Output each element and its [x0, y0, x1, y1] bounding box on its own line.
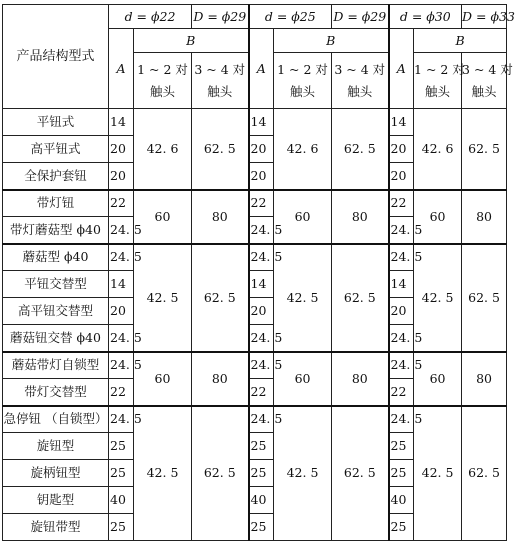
group-3-b2-header: [462, 53, 513, 109]
dimension-a-cell: 24. 5: [249, 244, 274, 271]
group-2-b1-header: [274, 53, 332, 109]
dimension-a-cell: 14: [249, 109, 274, 136]
dimension-a-cell: 24. 5: [109, 352, 134, 379]
b1-line2: 触头: [150, 83, 176, 99]
dimension-a-cell: 24. 5: [389, 406, 414, 433]
group-1-b2-header: [192, 53, 249, 109]
dimension-b-1-2-contacts-cell: 42. 5: [414, 244, 462, 352]
product-type-cell: 平钮式: [3, 109, 109, 136]
dimension-a-cell: 24. 5: [109, 217, 134, 244]
product-type-cell: 钥匙型: [3, 487, 109, 514]
dimension-a-cell: 24. 5: [389, 244, 414, 271]
dimension-b-3-4-contacts-cell: 62. 5: [462, 244, 507, 352]
product-type-cell: 高平钮式: [3, 136, 109, 163]
header-row-diameters: [3, 5, 507, 29]
dimension-a-cell: 40: [389, 487, 414, 514]
dimension-a-cell: 20: [389, 298, 414, 325]
dimension-a-cell: 20: [249, 163, 274, 190]
product-type-cell: 蘑菇带灯自锁型: [3, 352, 109, 379]
dimension-a-cell: 22: [389, 379, 414, 406]
dimension-a-cell: 14: [389, 109, 414, 136]
dimension-b-3-4-contacts-cell: 80: [332, 190, 389, 244]
dimension-a-cell: 20: [109, 298, 134, 325]
dimension-a-cell: 22: [389, 190, 414, 217]
dimension-a-cell: 20: [389, 136, 414, 163]
dimension-a-cell: 24. 5: [389, 325, 414, 352]
dimension-a-cell: 14: [249, 271, 274, 298]
dimension-b-3-4-contacts-cell: 80: [192, 352, 249, 406]
b2-line2: 触头: [471, 83, 497, 99]
dimension-a-cell: 22: [109, 190, 134, 217]
dimension-a-cell: 25: [109, 514, 134, 541]
dimension-a-cell: 25: [109, 433, 134, 460]
dimension-a-cell: 22: [249, 379, 274, 406]
b2-line2: 触头: [347, 83, 373, 99]
group-1-b1-header: [134, 53, 192, 109]
dimension-b-3-4-contacts-cell: 80: [462, 190, 507, 244]
dimension-a-cell: 22: [109, 379, 134, 406]
table-row: [3, 190, 507, 217]
dimension-b-1-2-contacts-cell: 42. 6: [134, 109, 192, 190]
group-3-D-header: D = ϕ33: [462, 5, 507, 29]
product-type-cell: 旋柄钮型: [3, 460, 109, 487]
product-type-cell: 急停钮 （自锁型）: [3, 406, 109, 433]
b1-line2: 触头: [290, 83, 316, 99]
dimension-a-cell: 25: [389, 460, 414, 487]
dimension-b-1-2-contacts-cell: 60: [414, 190, 462, 244]
b2-line1: 3 ~ 4 对: [334, 61, 386, 77]
product-type-cell: 全保护套钮: [3, 163, 109, 190]
dimension-b-3-4-contacts-cell: 80: [462, 352, 507, 406]
dimension-a-cell: 24. 5: [109, 406, 134, 433]
dimension-b-1-2-contacts-cell: 42. 5: [414, 406, 462, 541]
group-2-b2-header: [332, 53, 389, 109]
dimension-a-cell: 20: [109, 136, 134, 163]
dimension-a-cell: 25: [249, 433, 274, 460]
dimension-a-cell: 20: [389, 163, 414, 190]
dimension-a-cell: 24. 5: [249, 325, 274, 352]
dimension-a-cell: 25: [389, 433, 414, 460]
dimension-b-1-2-contacts-cell: 42. 5: [134, 406, 192, 541]
table-row: [3, 109, 507, 136]
dimension-a-cell: 24. 5: [249, 217, 274, 244]
dimension-b-1-2-contacts-cell: 60: [274, 190, 332, 244]
product-type-cell: 旋钮型: [3, 433, 109, 460]
b2-line1: 3 ~ 4 对: [462, 61, 513, 77]
dimension-b-3-4-contacts-cell: 62. 5: [192, 244, 249, 352]
dimension-b-1-2-contacts-cell: 42. 6: [274, 109, 332, 190]
dimension-b-1-2-contacts-cell: 42. 6: [414, 109, 462, 190]
dimension-b-3-4-contacts-cell: 62. 5: [192, 406, 249, 541]
dimension-a-cell: 25: [249, 514, 274, 541]
dimension-a-cell: 25: [389, 514, 414, 541]
dimension-table: [2, 4, 515, 541]
product-type-cell: 带灯钮: [3, 190, 109, 217]
dimension-a-cell: 22: [249, 190, 274, 217]
dimension-b-3-4-contacts-cell: 62. 5: [332, 406, 389, 541]
product-type-cell: 高平钮交替型: [3, 298, 109, 325]
group-2-A-header: A: [249, 29, 274, 109]
dimension-b-3-4-contacts-cell: 62. 5: [462, 109, 507, 190]
dimension-a-cell: 24. 5: [109, 244, 134, 271]
dimension-a-cell: 40: [249, 487, 274, 514]
dimension-b-1-2-contacts-cell: 60: [274, 352, 332, 406]
product-type-cell: 平钮交替型: [3, 271, 109, 298]
product-type-cell: 蘑菇型 ϕ40: [3, 244, 109, 271]
dimension-a-cell: 20: [249, 136, 274, 163]
dimension-b-1-2-contacts-cell: 60: [134, 190, 192, 244]
group-1-d-header: d = ϕ22: [109, 5, 192, 29]
table-row: [3, 244, 507, 271]
b1-line1: 1 ~ 2 对: [277, 61, 328, 77]
dimension-a-cell: 40: [109, 487, 134, 514]
dimension-b-1-2-contacts-cell: 42. 5: [274, 244, 332, 352]
dimension-b-1-2-contacts-cell: 60: [414, 352, 462, 406]
dimension-a-cell: 24. 5: [389, 217, 414, 244]
group-2-d-header: d = ϕ25: [249, 5, 332, 29]
dimension-b-3-4-contacts-cell: 80: [192, 190, 249, 244]
dimension-a-cell: 14: [389, 271, 414, 298]
dimension-b-1-2-contacts-cell: 42. 5: [274, 406, 332, 541]
b1-line2: 触头: [425, 83, 451, 99]
dimension-a-cell: 24. 5: [249, 406, 274, 433]
product-type-cell: 带灯交替型: [3, 379, 109, 406]
dimension-a-cell: 25: [249, 460, 274, 487]
dimension-a-cell: 24. 5: [389, 352, 414, 379]
group-2-D-header: D = ϕ29: [332, 5, 389, 29]
b1-line1: 1 ~ 2 对: [137, 61, 188, 77]
dimension-b-1-2-contacts-cell: 42. 5: [134, 244, 192, 352]
dimension-a-cell: 24. 5: [249, 352, 274, 379]
dimension-b-3-4-contacts-cell: 62. 5: [332, 244, 389, 352]
table-row: [3, 406, 507, 433]
dimension-b-3-4-contacts-cell: 62. 5: [332, 109, 389, 190]
table-body: [3, 5, 515, 541]
product-type-cell: 带灯蘑菇型 ϕ40: [3, 217, 109, 244]
dimension-b-3-4-contacts-cell: 62. 5: [462, 406, 507, 541]
group-2-B-header: B: [274, 29, 389, 53]
dimension-b-1-2-contacts-cell: 60: [134, 352, 192, 406]
dimension-a-cell: 14: [109, 109, 134, 136]
group-3-b1-header: [414, 53, 465, 109]
group-3-d-header: d = ϕ30: [389, 5, 462, 29]
group-1-A-header: A: [109, 29, 134, 109]
b2-line1: 3 ~ 4 对: [194, 61, 246, 77]
dimension-b-3-4-contacts-cell: 80: [332, 352, 389, 406]
product-structure-header: 产品结构型式: [3, 5, 109, 109]
dimension-a-cell: 20: [249, 298, 274, 325]
group-3-B-header: B: [414, 29, 507, 53]
dimension-a-cell: 24. 5: [109, 325, 134, 352]
group-1-D-header: D = ϕ29: [192, 5, 249, 29]
group-3-A-header: A: [389, 29, 414, 109]
b1-line1: 1 ~ 2 对: [414, 61, 465, 77]
dimension-a-cell: 20: [109, 163, 134, 190]
dimension-b-3-4-contacts-cell: 62. 5: [192, 109, 249, 190]
table-row: [3, 352, 507, 379]
dimension-a-cell: 25: [109, 460, 134, 487]
dimension-a-cell: 14: [109, 271, 134, 298]
product-type-cell: 旋钮带型: [3, 514, 109, 541]
product-type-cell: 蘑菇钮交替 ϕ40: [3, 325, 109, 352]
b2-line2: 触头: [207, 83, 233, 99]
group-1-B-header: B: [134, 29, 249, 53]
